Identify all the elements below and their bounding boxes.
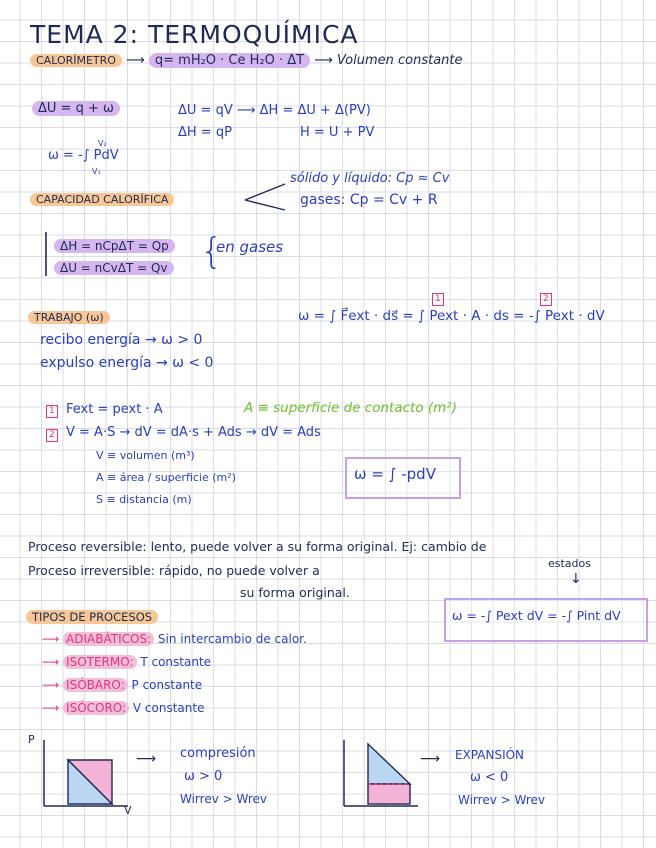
work-box-formula: ω = ∫ -pdV <box>354 465 436 483</box>
du-eq: ΔU = q + ω <box>32 101 120 116</box>
calorimetro-label: CALORÍMETRO <box>30 54 122 67</box>
du-qv <box>178 104 371 117</box>
tag-2 <box>46 427 58 443</box>
gases-eq: gases: Cp = Cv + R <box>300 192 438 208</box>
du-equation <box>32 102 120 115</box>
w-positive: ω > 0 <box>184 769 223 784</box>
expulso-energia: expulso energía → ω < 0 <box>40 355 214 371</box>
capacidad-label-text: CAPACIDAD CALORÍFICA <box>30 193 174 206</box>
calorimetro-note: Volumen constante <box>337 53 463 68</box>
estados-text: estados <box>548 557 591 570</box>
lim-lower: V₁ <box>92 167 101 176</box>
proc-adiabatico <box>42 633 307 645</box>
proc-isobaro <box>42 679 202 691</box>
arrow-icon: ⟶ <box>420 751 441 767</box>
adiabaticos-desc: Sin intercambio de calor. <box>157 632 307 646</box>
irreversible-text: Proceso irreversible: rápido, no puede volver a <box>28 563 320 578</box>
tag-1 <box>46 403 58 419</box>
h-def: H = U + PV <box>300 125 375 140</box>
reversible-text: Proceso reversible: lento, puede volver a su forma original. Ej: cambio de <box>28 539 487 554</box>
dh-eq-text: ΔH = ΔU + Δ(PV) <box>259 103 371 118</box>
en-gases: en gases <box>216 238 284 256</box>
lim-upper: V₂ <box>98 139 107 148</box>
dh-row <box>54 240 175 252</box>
left-bar <box>44 232 48 276</box>
w-negative: ω < 0 <box>470 770 509 785</box>
a-def: A ≡ área / superficie (m²) <box>96 471 236 484</box>
work-integral: ω = -∫ PdV <box>48 148 119 163</box>
p-axis-label: P <box>28 733 35 746</box>
recibo-energia: recibo energía → ω > 0 <box>40 332 203 348</box>
arrow-down-icon: ↓ <box>570 571 582 587</box>
tag-1-text: 1 <box>46 405 58 418</box>
trabajo-label-text: TRABAJO (ω) <box>28 311 110 324</box>
wirrev-expansion: Wirrev > Wrev <box>458 793 545 807</box>
superficie-def: A ≡ superficie de contacto (m²) <box>244 400 457 416</box>
work-formula: ω = ∫ F⃗ext · ds⃗ = ∫ Pext · A · ds = -∫ Pext · dV <box>298 308 605 324</box>
arrow-icon: ⟶ <box>42 678 64 692</box>
isocoro-label: ISÓCORO: <box>63 701 129 715</box>
arrow-icon: ⟶ <box>314 53 338 68</box>
adiabaticos-label: ADIABÁTICOS: <box>63 632 154 646</box>
v-axis-label: V <box>124 804 132 817</box>
calorimetro-section <box>30 54 463 67</box>
tag-2-top-text: 2 <box>540 293 552 306</box>
isocoro-desc: V constante <box>132 701 205 715</box>
isotermo-desc: T constante <box>140 655 212 669</box>
solid-liquid: sólido y líquido: Cp ≈ Cv <box>290 171 450 186</box>
arrow-icon: ⟶ <box>136 751 157 767</box>
du-qv-text: ΔU = qV <box>178 103 233 118</box>
tag-1-top <box>432 291 444 307</box>
isobaro-desc: P constante <box>131 678 203 692</box>
tipos-label <box>26 612 158 624</box>
compresion-label: compresión <box>180 746 256 761</box>
proc-isocoro <box>42 702 204 714</box>
page-title: TEMA 2: TERMOQUÍMICA <box>30 20 359 49</box>
dh-row-text: ΔH = nCpΔT = Qp <box>54 239 175 253</box>
s-def: S ≡ distancia (m) <box>96 493 192 506</box>
brace-icon: { <box>200 231 223 272</box>
arrow-icon: ⟶ <box>42 701 64 715</box>
v-def: V ≡ volumen (m³) <box>96 449 195 462</box>
dh-qp: ΔH = qP <box>178 125 232 140</box>
tag-2-text: 2 <box>46 429 58 442</box>
tag-2-top <box>540 291 552 307</box>
expansion-label: EXPANSIÓN <box>455 748 525 762</box>
tipos-label-text: TIPOS DE PROCESOS <box>26 610 158 624</box>
arrow-icon: ⟶ <box>42 632 64 646</box>
tag-1-top-text: 1 <box>432 293 444 306</box>
irreversible-text-2: su forma original. <box>240 585 350 600</box>
irrev-work-formula: ω = -∫ Pext dV = -∫ Pint dV <box>452 608 621 623</box>
du-row <box>54 262 174 274</box>
expansion-graph <box>340 740 420 810</box>
arrow-icon: ⟶ <box>42 655 64 669</box>
calorimetro-formula: q= mH₂O · Ce H₂O · ΔT <box>149 53 310 68</box>
arrow-icon: ⟶ <box>236 103 260 118</box>
wirrev-compresion: Wirrev > Wrev <box>180 792 267 806</box>
trabajo-label <box>28 312 110 323</box>
arrow-icon: ⟶ <box>126 53 149 68</box>
isotermo-label: ISOTERMO: <box>63 655 136 669</box>
branch-arrows <box>243 178 289 214</box>
capacidad-label <box>30 194 174 205</box>
isobaro-label: ISÓBARO: <box>63 678 128 692</box>
du-row-text: ΔU = nCvΔT = Qv <box>54 261 174 275</box>
fext-eq: Fext = pext · A <box>66 402 163 417</box>
volume-derivation: V = A·S → dV = dA·s + Ads → dV = Ads <box>66 425 321 440</box>
proc-isotermo <box>42 656 211 668</box>
compression-graph <box>40 740 130 810</box>
